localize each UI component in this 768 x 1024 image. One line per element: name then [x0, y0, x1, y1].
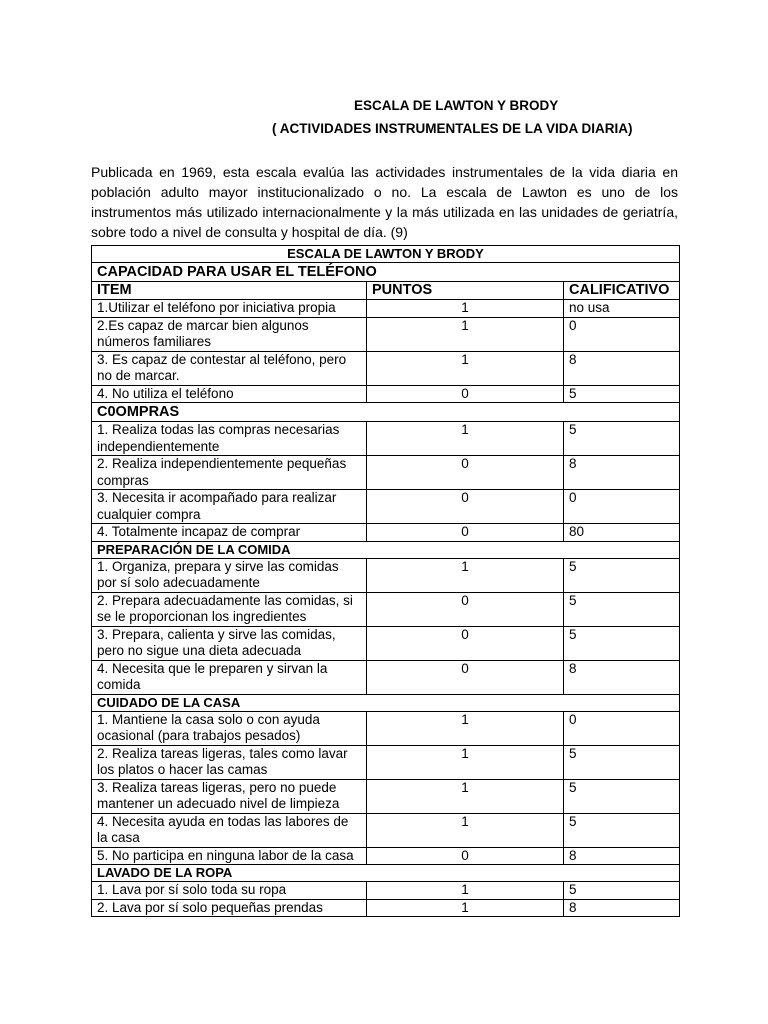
table-row	[92, 524, 680, 542]
puntos-cell: 0	[367, 385, 564, 403]
table-row	[92, 317, 680, 351]
section-row	[92, 263, 680, 282]
item-cell: 2. Lava por sí solo pequeñas prendas	[92, 899, 367, 917]
table-row	[92, 422, 680, 456]
item-cell: 4. Necesita ayuda en todas las labores de la casa	[92, 813, 367, 847]
section-title: PREPARACIÓN DE LA COMIDA	[92, 541, 680, 558]
table-row	[92, 558, 680, 592]
item-cell: 3. Necesita ir acompañado para realizar cualquier compra	[92, 490, 367, 524]
column-header-row	[92, 282, 680, 300]
calificativo-cell: 5	[564, 592, 680, 626]
intro-paragraph: Publicada en 1969, esta escala evalúa las actividades instrumentales de la vida diaria en población adulto mayor institucionalizado o no. La escala de Lawton es uno de los instrumentos más utilizado internacionalmente y la más utilizada en las unidades de geriatría, sobre todo a nivel de consulta y hospital de día. (9)	[91, 164, 678, 240]
item-cell: 2. Realiza independientemente pequeñas compras	[92, 456, 367, 490]
calificativo-cell: 5	[564, 558, 680, 592]
item-cell: 4. Totalmente incapaz de comprar	[92, 524, 367, 542]
item-cell: 3. Es capaz de contestar al teléfono, pero no de marcar.	[92, 351, 367, 385]
section-title: CUIDADO DE LA CASA	[92, 694, 680, 711]
col-puntos-header: PUNTOS	[367, 282, 564, 300]
calificativo-cell: 5	[564, 779, 680, 813]
item-cell: 2. Prepara adecuadamente las comidas, si se le proporcionan los ingredientes	[92, 592, 367, 626]
table-row	[92, 882, 680, 900]
table-header: ESCALA DE LAWTON Y BRODY	[92, 246, 680, 263]
calificativo-cell: 80	[564, 524, 680, 542]
item-cell: 2. Realiza tareas ligeras, tales como lavar los platos o hacer las camas	[92, 745, 367, 779]
puntos-cell: 1	[367, 317, 564, 351]
puntos-cell: 0	[367, 592, 564, 626]
calificativo-cell: 0	[564, 711, 680, 745]
item-cell: 3. Prepara, calienta y sirve las comidas, pero no sigue una dieta adecuada	[92, 626, 367, 660]
document-subtitle: ( ACTIVIDADES INSTRUMENTALES DE LA VIDA DIARIA)	[272, 121, 633, 136]
calificativo-cell: 0	[564, 317, 680, 351]
puntos-cell: 0	[367, 660, 564, 694]
table-row	[92, 711, 680, 745]
table-row	[92, 899, 680, 917]
puntos-cell: 1	[367, 422, 564, 456]
item-cell: 4. No utiliza el teléfono	[92, 385, 367, 403]
table-row	[92, 456, 680, 490]
item-cell: 1.Utilizar el teléfono por iniciativa propia	[92, 300, 367, 318]
calificativo-cell: 5	[564, 385, 680, 403]
table-row	[92, 813, 680, 847]
section-title: CAPACIDAD PARA USAR EL TELÉFONO	[92, 263, 680, 282]
puntos-cell: 1	[367, 882, 564, 900]
puntos-cell: 1	[367, 899, 564, 917]
calificativo-cell: 8	[564, 351, 680, 385]
puntos-cell: 0	[367, 490, 564, 524]
table-row	[92, 847, 680, 865]
table-header-row	[92, 246, 680, 263]
section-title: C0OMPRAS	[92, 403, 680, 422]
calificativo-cell: 5	[564, 626, 680, 660]
table-row	[92, 592, 680, 626]
puntos-cell: 1	[367, 779, 564, 813]
item-cell: 1. Lava por sí solo toda su ropa	[92, 882, 367, 900]
section-row	[92, 865, 680, 882]
table-row	[92, 385, 680, 403]
table-row	[92, 300, 680, 318]
puntos-cell: 0	[367, 847, 564, 865]
table-row	[92, 351, 680, 385]
puntos-cell: 0	[367, 456, 564, 490]
item-cell: 3. Realiza tareas ligeras, pero no puede mantener un adecuado nivel de limpieza	[92, 779, 367, 813]
calificativo-cell: 8	[564, 456, 680, 490]
calificativo-cell: no usa	[564, 300, 680, 318]
section-row	[92, 694, 680, 711]
puntos-cell: 1	[367, 745, 564, 779]
item-cell: 5. No participa en ninguna labor de la casa	[92, 847, 367, 865]
calificativo-cell: 5	[564, 882, 680, 900]
table-row	[92, 660, 680, 694]
item-cell: 1. Organiza, prepara y sirve las comidas por sí solo adecuadamente	[92, 558, 367, 592]
calificativo-cell: 5	[564, 813, 680, 847]
col-calificativo-header: CALIFICATIVO	[564, 282, 680, 300]
puntos-cell: 1	[367, 813, 564, 847]
section-row	[92, 403, 680, 422]
calificativo-cell: 8	[564, 660, 680, 694]
table-row	[92, 626, 680, 660]
puntos-cell: 0	[367, 524, 564, 542]
puntos-cell: 0	[367, 626, 564, 660]
calificativo-cell: 8	[564, 847, 680, 865]
puntos-cell: 1	[367, 711, 564, 745]
lawton-brody-table	[91, 245, 680, 917]
puntos-cell: 1	[367, 300, 564, 318]
section-title: LAVADO DE LA ROPA	[92, 865, 680, 882]
item-cell: 4. Necesita que le preparen y sirvan la comida	[92, 660, 367, 694]
puntos-cell: 1	[367, 351, 564, 385]
item-cell: 1. Mantiene la casa solo o con ayuda ocasional (para trabajos pesados)	[92, 711, 367, 745]
puntos-cell: 1	[367, 558, 564, 592]
table-row	[92, 490, 680, 524]
item-cell: 1. Realiza todas las compras necesarias independientemente	[92, 422, 367, 456]
col-item-header: ITEM	[92, 282, 367, 300]
table-row	[92, 745, 680, 779]
document-title: ESCALA DE LAWTON Y BRODY	[354, 98, 559, 113]
item-cell: 2.Es capaz de marcar bien algunos números familiares	[92, 317, 367, 351]
calificativo-cell: 5	[564, 745, 680, 779]
section-row	[92, 541, 680, 558]
calificativo-cell: 5	[564, 422, 680, 456]
calificativo-cell: 8	[564, 899, 680, 917]
calificativo-cell: 0	[564, 490, 680, 524]
table-row	[92, 779, 680, 813]
